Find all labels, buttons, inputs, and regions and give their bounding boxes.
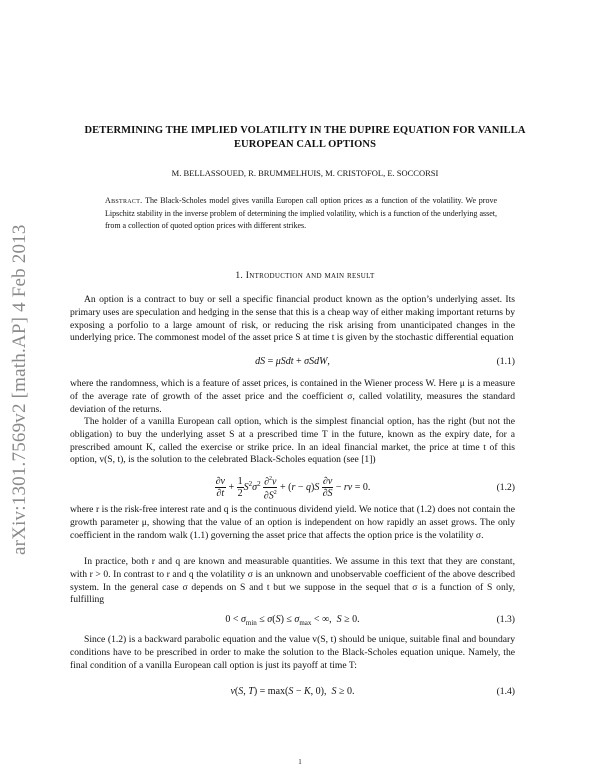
arxiv-side-stamp: arXiv:1301.7569v2 [math.AP] 4 Feb 2013	[9, 224, 30, 555]
paragraph-5: In practice, both r and q are known and measurable quantities. We assume in this text that they are constant, with r > 0. In contrast to r and q the volatility σ is an unknown and unobservable coefficient of the above described system. In the general case σ depends on S and t but we suppose in the sequel that σ is a function of S only, fulfilling	[70, 556, 515, 606]
equation-number: (1.1)	[496, 356, 515, 367]
paper-title: DETERMINING THE IMPLIED VOLATILITY IN THE DUPIRE EQUATION FOR VANILLA EUROPEAN CALL OPTIONS	[84, 125, 526, 150]
equation-number: (1.4)	[496, 686, 515, 697]
equation-1-2: $\frac{\partial v}{\partial t}$ + $\frac{1}{2}$ $S^2\sigma^2$ $\frac{\partial^2v}{\partial S^2}$ + (r − q)S $\frac{\partial v}{\partial S}$ − rv = 0. (1.2)	[215, 476, 515, 502]
abstract-text: The Black-Scholes model gives vanilla Europen call option prices as a function of the volatility. We prove Lipschitz stability in the inverse problem of determining the implied volatility, which is a function of the underlying asset, from a collection of quoted option prices with different strikes.	[105, 196, 497, 230]
equation-number: (1.3)	[496, 614, 515, 625]
paragraph-2: where the randomness, which is a feature of asset prices, is contained in the Wiener process W. Here μ is a measure of the average rate of growth of the asset price and the coefficient σ, called volatility, measures the standard deviation of the returns.	[70, 378, 515, 415]
equation-1-3: $0 < \sigma_{min} \le \sigma(S) \le \sigma_{max}$ < ∞, S ≥ 0. (1.3)	[225, 614, 515, 627]
paragraph-6: Since (1.2) is a backward parabolic equation and the value v(S, t) should be unique, suitable final and boundary conditions have to be prescribed in order to make the solution to the Black-Scholes equation unique. Namely, the final condition of a vanilla European call option is just its payoff at time T:	[70, 634, 515, 671]
section-heading: 1. Introduction and main result	[235, 271, 375, 281]
equation-1-1: dS = μSdt + σSdW, (1.1)	[255, 356, 515, 367]
equation-1-4: v(S, T) = max(S − K, 0), S ≥ 0. (1.4)	[230, 686, 515, 697]
paragraph-1: An option is a contract to buy or sell a specific financial product known as the option’s underlying asset. Its primary uses are speculation and hedging in the sense that this is a cheap way of either making important returns by exposing a porfolio to a large amount of risk, or reducing the risk arising from unanticipated changes in the underlying price. The commonest model of the asset price S at time t is given by the stochastic differential equation	[70, 294, 515, 344]
abstract-label: Abstract.	[105, 196, 143, 205]
paragraph-3: The holder of a vanilla European call option, which is the simplest financial option, has the right (but not the obligation) to buy the underlying asset S at a prescribed time T in the future, known as the expiry date, for a prescribed amount K, called the exercise or strike price. In an ideal financial market, the price at time t of this option, v(S, t), is the solution to the celebrated Black-Scholes equation (see [1])	[70, 416, 515, 466]
author-list: M. BELLASSOUED, R. BRUMMELHUIS, M. CRISTOFOL, E. SOCCORSI	[171, 168, 439, 178]
page-number: 1	[298, 758, 302, 766]
equation-number: (1.2)	[496, 482, 515, 493]
abstract	[105, 195, 497, 233]
paragraph-4: where r is the risk-free interest rate and q is the continuous dividend yield. We notice that (1.2) does not contain the growth parameter μ, showing that the value of an option is independent on how rapidly an asset grows. The only coefficient in the random walk (1.1) governing the asset price that affects the option price is the volatility σ.	[70, 504, 515, 541]
